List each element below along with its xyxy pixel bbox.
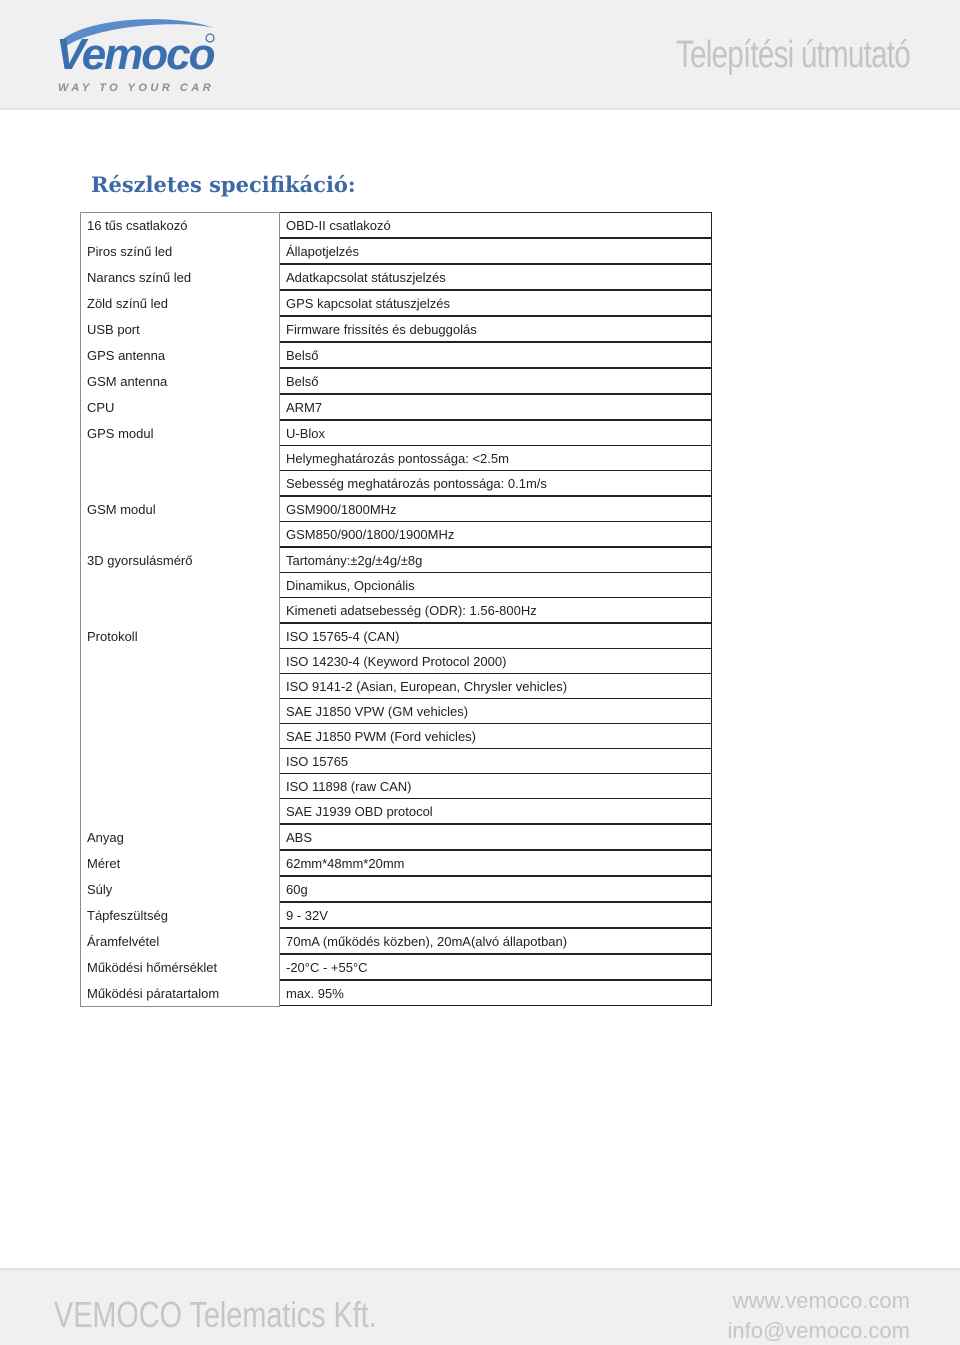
spec-label-cell (81, 903, 280, 929)
logo-tagline: WAY TO YOUR CAR (58, 82, 215, 94)
spec-value-cell (280, 291, 712, 317)
spec-value-cell (280, 497, 712, 548)
vemoco-logo (52, 12, 222, 98)
spec-value: -20°C - +55°C (280, 955, 711, 980)
spec-value: Tartomány:±2g/±4g/±8g (280, 548, 711, 573)
spec-label-cell (81, 421, 280, 497)
spec-value: 62mm*48mm*20mm (280, 851, 711, 876)
spec-label: CPU (87, 399, 115, 415)
spec-value: ISO 15765 (280, 749, 711, 774)
spec-row (81, 497, 712, 548)
spec-row (81, 265, 712, 291)
spec-label: GPS antenna (87, 347, 166, 363)
spec-value: Kimeneti adatsebesség (ODR): 1.56-800Hz (280, 598, 711, 623)
spec-label-cell (81, 343, 280, 369)
spec-value-cell (280, 877, 712, 903)
spec-value: Dinamikus, Opcionális (280, 573, 711, 598)
spec-value: Adatkapcsolat státuszjelzés (280, 265, 711, 290)
spec-value: GSM900/1800MHz (280, 497, 711, 522)
spec-value-cell (280, 851, 712, 877)
spec-value-cell (280, 239, 712, 265)
section-title: Részletes specifikáció: (91, 172, 356, 197)
spec-value: SAE J1850 PWM (Ford vehicles) (280, 724, 711, 749)
spec-label: Protokoll (87, 628, 138, 644)
spec-row (81, 548, 712, 624)
page-header (0, 0, 960, 110)
spec-label: GSM antenna (87, 373, 168, 389)
spec-label: USB port (87, 321, 140, 337)
spec-label-cell (81, 239, 280, 265)
spec-label: Működési hőmérséklet (87, 959, 218, 975)
spec-row (81, 369, 712, 395)
spec-value: SAE J1939 OBD protocol (280, 799, 711, 824)
spec-row (81, 291, 712, 317)
spec-value: OBD-II csatlakozó (280, 213, 711, 238)
spec-label: GSM modul (87, 501, 156, 517)
spec-row (81, 981, 712, 1007)
document-title: Telepítési útmutató (676, 34, 910, 76)
spec-label: Működési páratartalom (87, 985, 220, 1001)
spec-value: SAE J1850 VPW (GM vehicles) (280, 699, 711, 724)
spec-value: Helymeghatározás pontossága: <2.5m (280, 446, 711, 471)
spec-value: Belső (280, 369, 711, 394)
spec-table (80, 212, 712, 1007)
spec-row (81, 955, 712, 981)
spec-value: ISO 11898 (raw CAN) (280, 774, 711, 799)
spec-value: Állapotjelzés (280, 239, 711, 264)
spec-label-cell (81, 851, 280, 877)
spec-label: Anyag (87, 829, 124, 845)
spec-value: ABS (280, 825, 711, 850)
spec-row (81, 825, 712, 851)
spec-value: GSM850/900/1800/1900MHz (280, 522, 711, 547)
spec-value-cell (280, 903, 712, 929)
spec-value: ARM7 (280, 395, 711, 420)
spec-label-cell (81, 291, 280, 317)
spec-row (81, 239, 712, 265)
spec-value: Belső (280, 343, 711, 368)
spec-value-cell (280, 929, 712, 955)
spec-value: GPS kapcsolat státuszjelzés (280, 291, 711, 316)
spec-value-cell (280, 624, 712, 825)
spec-label: Zöld színű led (87, 295, 168, 311)
spec-label-cell (81, 213, 280, 239)
spec-label-cell (81, 395, 280, 421)
spec-row (81, 624, 712, 825)
spec-value-cell (280, 343, 712, 369)
footer-company: VEMOCO Telematics Kft. (54, 1294, 377, 1335)
spec-label: 3D gyorsulásmérő (87, 552, 193, 568)
spec-label: Méret (87, 855, 121, 871)
spec-label-cell (81, 825, 280, 851)
spec-label: Tápfeszültség (87, 907, 168, 923)
spec-value-cell (280, 395, 712, 421)
spec-value-cell (280, 213, 712, 239)
spec-row (81, 929, 712, 955)
spec-value-cell (280, 421, 712, 497)
spec-label-cell (81, 265, 280, 291)
spec-value-cell (280, 369, 712, 395)
page-footer (0, 1268, 960, 1345)
spec-value-cell (280, 825, 712, 851)
footer-email: info@vemoco.com (727, 1318, 910, 1343)
footer-website: www.vemoco.com (732, 1288, 910, 1313)
spec-value: Sebesség meghatározás pontossága: 0.1m/s (280, 471, 711, 496)
spec-row (81, 903, 712, 929)
spec-value: max. 95% (280, 981, 711, 1006)
spec-row (81, 851, 712, 877)
spec-value: 60g (280, 877, 711, 902)
spec-value-cell (280, 548, 712, 624)
spec-value: ISO 15765-4 (CAN) (280, 624, 711, 649)
spec-label-cell (81, 369, 280, 395)
spec-value: ISO 9141-2 (Asian, European, Chrysler vehicles) (280, 674, 711, 699)
spec-value-cell (280, 981, 712, 1007)
spec-label-cell (81, 981, 280, 1007)
spec-label: Súly (87, 881, 113, 897)
spec-row (81, 213, 712, 239)
spec-value-cell (280, 317, 712, 343)
spec-label-cell (81, 317, 280, 343)
spec-value: U-Blox (280, 421, 711, 446)
spec-row (81, 877, 712, 903)
spec-label: 16 tűs csatlakozó (87, 218, 188, 233)
spec-label-cell (81, 877, 280, 903)
spec-value: Firmware frissítés és debuggolás (280, 317, 711, 342)
spec-row (81, 317, 712, 343)
logo-wordmark: Vemoco (56, 30, 214, 79)
spec-row (81, 395, 712, 421)
spec-label-cell (81, 497, 280, 548)
spec-label-cell (81, 955, 280, 981)
spec-label-cell (81, 548, 280, 624)
spec-label-cell (81, 929, 280, 955)
spec-value-cell (280, 955, 712, 981)
spec-label: Áramfelvétel (87, 933, 160, 949)
spec-value: 70mA (működés közben), 20mA(alvó állapotban) (280, 929, 711, 954)
spec-label-cell (81, 624, 280, 825)
spec-value: 9 - 32V (280, 903, 711, 928)
spec-value: ISO 14230-4 (Keyword Protocol 2000) (280, 649, 711, 674)
spec-label: Piros színű led (87, 243, 173, 259)
spec-value-cell (280, 265, 712, 291)
spec-row (81, 421, 712, 497)
spec-label: Narancs színű led (87, 269, 192, 285)
spec-label: GPS modul (87, 425, 154, 441)
spec-row (81, 343, 712, 369)
